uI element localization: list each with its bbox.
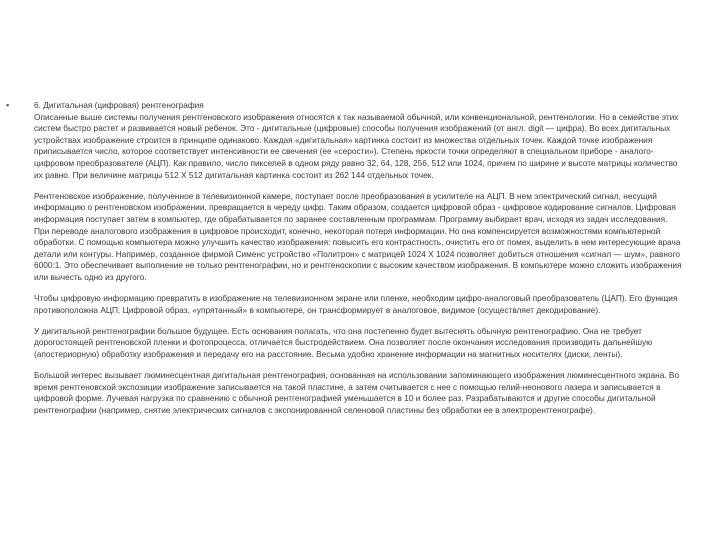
paragraph-future: У дигитальной рентгенографии большое будущее. Есть основания полагать, что она постепенно будет вытеснять обычную рентгенографию. Она не требует дорогостоящей рентгеновской пленки и фотопроцесса, отличается быстродействием. Она позволяет после окончания исследования производить дальнейшую (апостериорную) обработку изображения и передачу его на расстояние. Весьма удобно хранение информации на магнитных носителях (диски, ленты). — [34, 325, 653, 360]
paragraph-dac: Чтобы цифровую информацию превратить в изображение на телевизионном экране или пленке, необходим цифро-аналоговый преобразователь (ЦАП). Его функция противоположна АЦП. Цифровой образ, «упрятанный» в компьютере, он трансформирует в аналоговое, видимое (осуществляет декодирование). — [34, 293, 678, 315]
slide-content — [34, 100, 684, 426]
paragraph-luminescent: Большой интерес вызывает люминесцентная дигитальная рентгенография, основанная на использовании запоминающего изображения люминесцентного экрана. Во время рентгеновской экспозиции изображение записывается на такой пластине, а затем считывается с нее с помощью гелий-неонового лазера и записывается в цифровой форме. Лучевая нагрузка по сравнению с обычной рентгенографией уменьшается в 10 и более раз. Разрабатываются и другие способы дигитальной рентгенографии (например, снятие электрических сигналов с экспонированной селеновой пластины без обработки ее в электрорентгенографе). — [34, 370, 680, 416]
paragraph-intro: Описанные выше системы получения рентгеновского изображения относятся к так называемой обычной, или конвенциональной, рентгенологии. Но в семействе этих систем быстро растет и развивается новый ребенок. Это - дигитальные (цифровые) способы получения изображений (от англ. digit — цифра). Во всех дигитальных устройствах изображение строится в принципе одинаково. Каждая «дигитальная» картинка состоит из множества отдельных точек. Каждой точке изображения приписывается число, которое соответствует интенсивности ее свечения (ее «серости»). Степень яркости точки определяют в специальном приборе - аналого-цифровом преобразователе (АЦП). Как правило, число пикселей в одном ряду равно 32, 64, 128, 256, 512 или 1024, причем по ширине и высоте матрицы количество их равно. При величине матрицы 512 X 512 дигитальная картинка состоит из 262 144 отдельных точек. — [34, 111, 679, 180]
bullet-marker: ▪ — [6, 100, 10, 110]
section-heading: 6. Дигитальная (цифровая) рентгенография — [34, 100, 204, 110]
paragraph-adc: Рентгеновское изображение, полученное в телевизионной камере, поступает после преобразования в усилителе на АЦП. В нем электрический сигнал, несущий информацию о рентгеновском изображении, превращается в череду цифр. Таким образом, создается цифровой образ - цифровое кодирование сигналов. Цифровая информация поступает затем в компьютер, где обрабатывается по заранее составленным программам. Программу выбирает врач, исходя из задач исследования. При переводе аналогового изображения в цифровое происходит, конечно, некоторая потеря информации. Но она компенсируется возможностями компьютерной обработки. С помощью компьютера можно улучшить качество изображения: повысить его контрастность, очистить его от помех, выделить в нем интересующие врача детали или контуры. Например, созданное фирмой Сименс устройство «Политрон» с матрицей 1024 X 1024 позволяет добиться отношения «сигнал — шум», равного 6000:1. Это обеспечивает выполнение не только рентгенографии, но и рентгеноскопии с высоким качеством изображения. В компьютере можно сложить изображения или вычесть одно из другого. — [34, 190, 682, 282]
